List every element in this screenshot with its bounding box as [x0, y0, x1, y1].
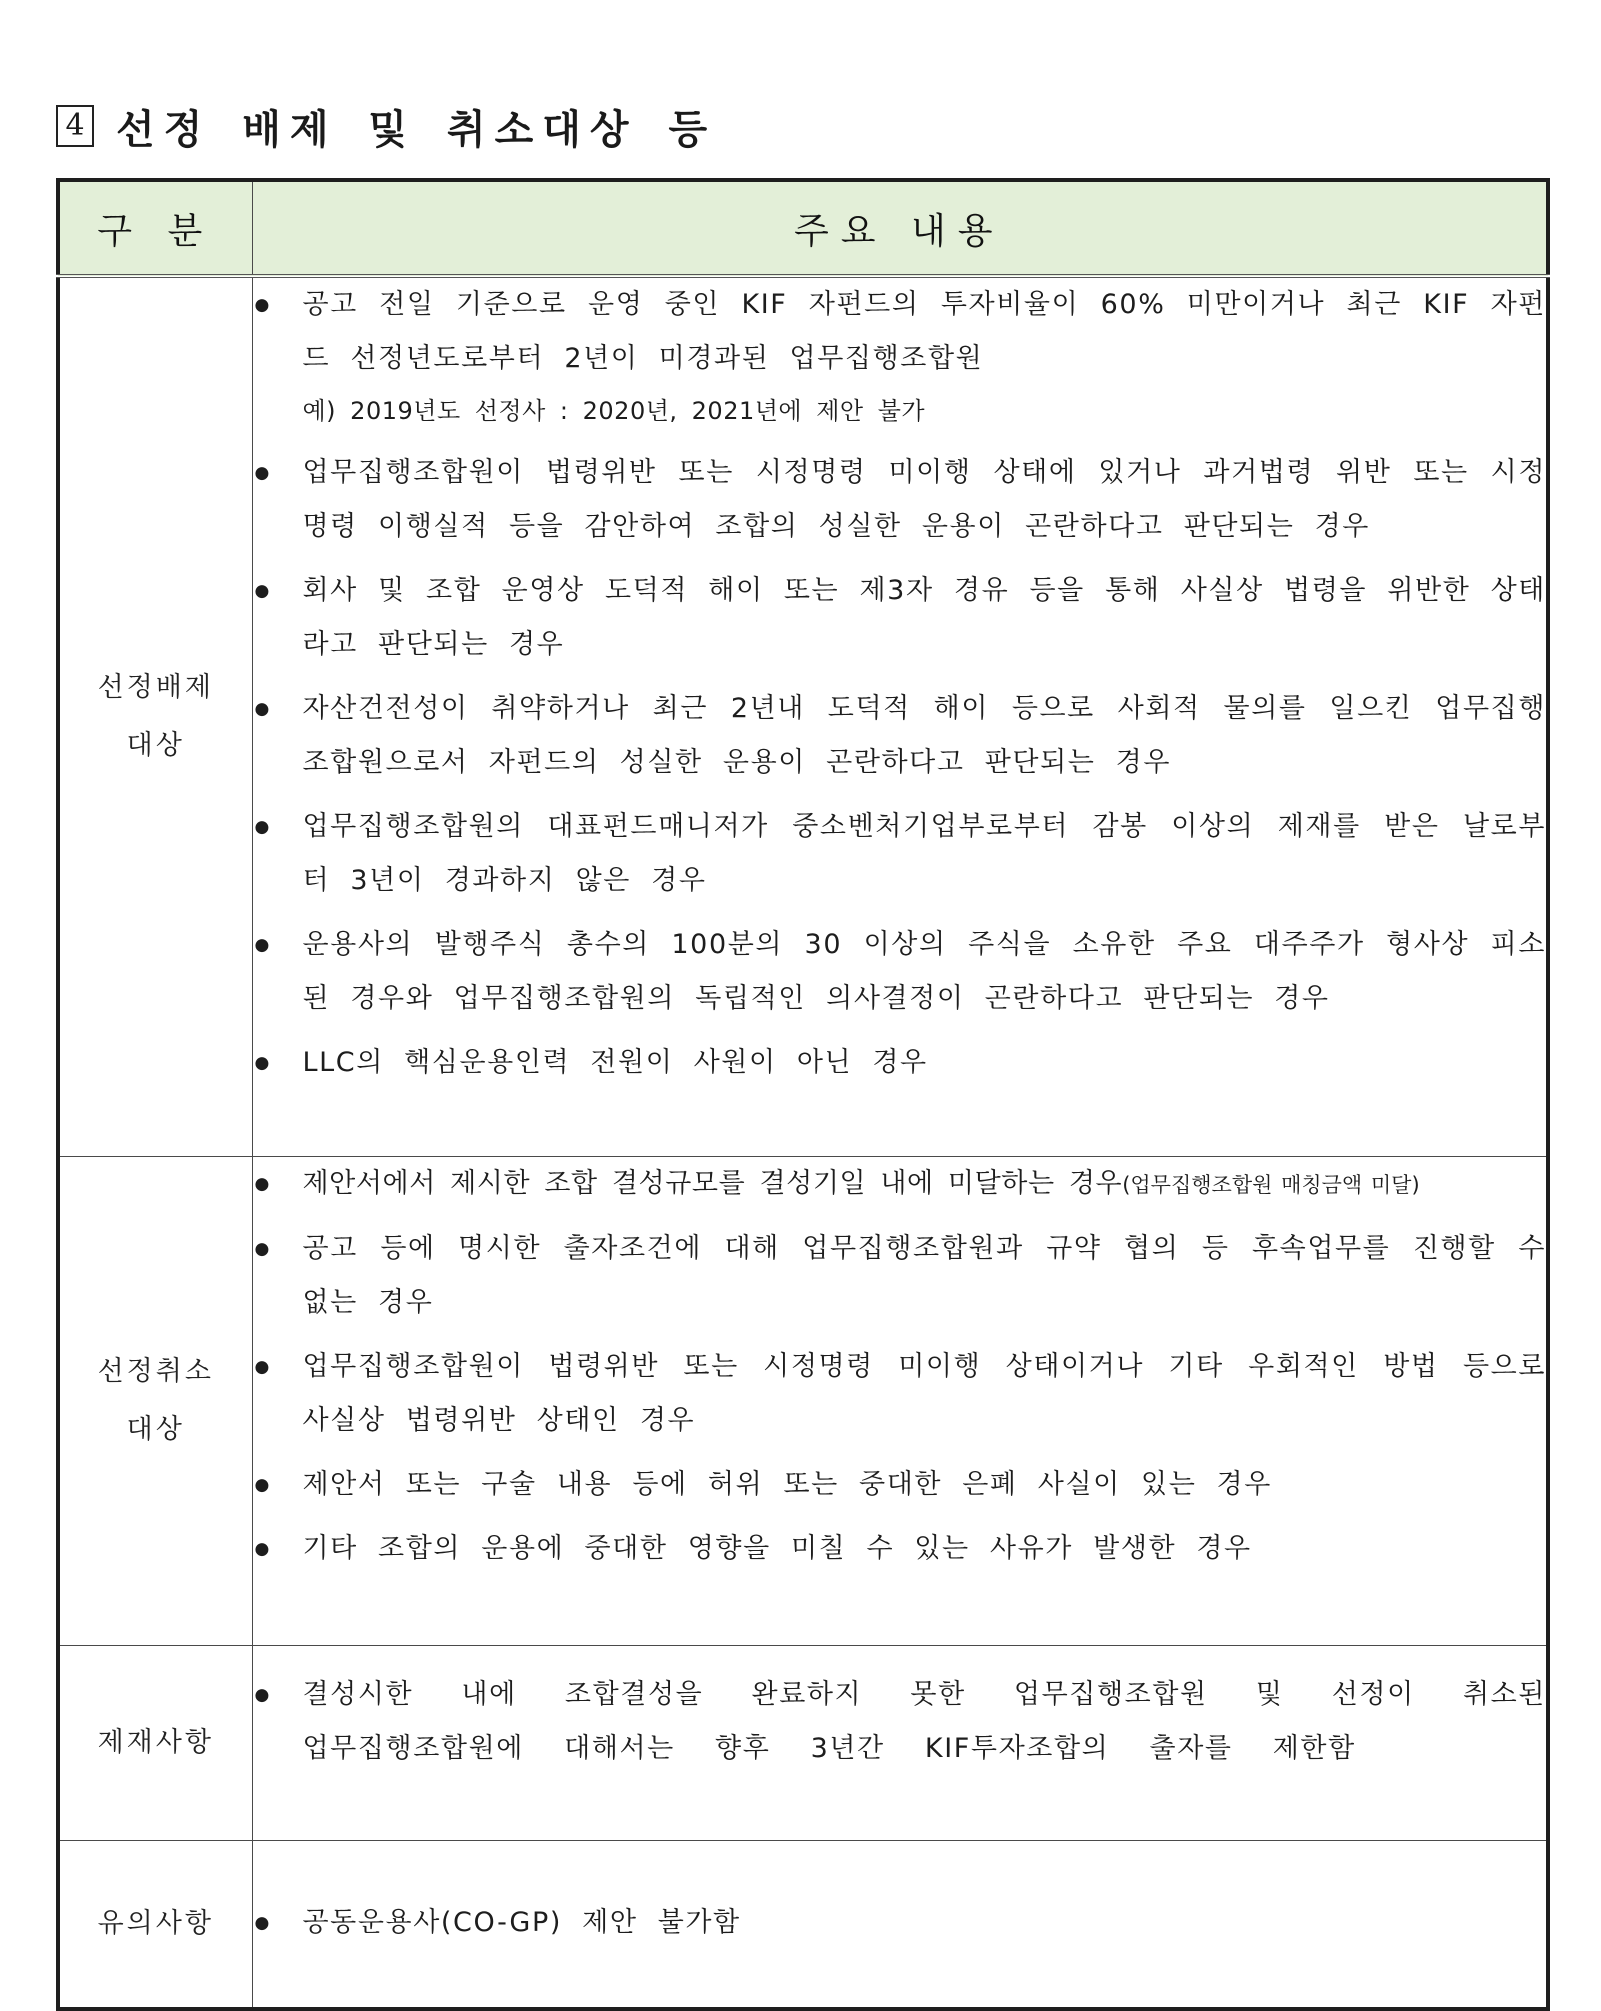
section-number-box: 4 [56, 105, 94, 147]
category-label: 선정배제 [97, 672, 214, 703]
content-sanctions [252, 1646, 1548, 1841]
list-item: ● 업무집행조합원이 법령위반 또는 시정명령 미이행 상태에 있거나 과거법령 위반 또는 시정명령 이행실적 등을 감안하여 조합의 성실한 운용이 곤란하다고 판단되는 경우 [253, 446, 1547, 554]
content-cancellation [252, 1157, 1548, 1646]
list-item: ● 업무집행조합원이 법령위반 또는 시정명령 미이행 상태이거나 기타 우회적인 방법 등으로 사실상 법령위반 상태인 경우 [253, 1340, 1547, 1448]
table-row [58, 1841, 1548, 2010]
item-note: (업무집행조합원 매칭금액 미달) [1122, 1173, 1420, 1197]
category-exclusion [58, 276, 252, 1157]
list-item: ● 기타 조합의 운용에 중대한 영향을 미칠 수 있는 사유가 발생한 경우 [253, 1522, 1547, 1576]
list-item: ● 공고 전일 기준으로 운영 중인 KIF 자펀드의 투자비율이 60% 미만이거나 최근 KIF 자펀드 선정년도로부터 2년이 미경과된 업무집행조합원 예) 2019년도 선정사 : 2020년, 2021년에 제안 불가 [253, 278, 1547, 436]
list-item: ● 운용사의 발행주식 총수의 100분의 30 이상의 주식을 소유한 주요 대주주가 형사상 피소된 경우와 업무집행조합원의 독립적인 의사결정이 곤란하다고 판단되는 경우 [253, 918, 1547, 1026]
category-label: 대상 [126, 1414, 185, 1445]
table-row [58, 1646, 1548, 1841]
category-label: 대상 [126, 730, 185, 761]
header-category: 구 분 [58, 180, 252, 276]
category-notes: 유의사항 [58, 1841, 252, 2010]
list-item: ● 제안서에서 제시한 조합 결성규모를 결성기일 내에 미달하는 경우(업무집행조합원 매칭금액 미달) [253, 1157, 1547, 1212]
table-header-row [58, 180, 1548, 276]
list-item: ● 공고 등에 명시한 출자조건에 대해 업무집행조합원과 규약 협의 등 후속업무를 진행할 수 없는 경우 [253, 1222, 1547, 1330]
section-heading [56, 96, 716, 156]
list-item: ● 결성시한 내에 조합결성을 완료하지 못한 업무집행조합원 및 선정이 취소된 업무집행조합원에 대해서는 향후 3년간 KIF투자조합의 출자를 제한함 [253, 1668, 1547, 1776]
header-content: 주요 내용 [252, 180, 1548, 276]
list-item: ● 자산건전성이 취약하거나 최근 2년내 도덕적 해이 등으로 사회적 물의를 일으킨 업무집행조합원으로서 자펀드의 성실한 운용이 곤란하다고 판단되는 경우 [253, 682, 1547, 790]
category-cancellation [58, 1157, 252, 1646]
list-item: ● LLC의 핵심운용인력 전원이 사원이 아닌 경우 [253, 1036, 1547, 1090]
content-exclusion [252, 276, 1548, 1157]
section-title: 선정 배제 및 취소대상 등 [116, 105, 717, 153]
category-label: 선정취소 [97, 1356, 214, 1387]
category-sanctions: 제재사항 [58, 1646, 252, 1841]
table-row [58, 276, 1548, 1157]
table-row [58, 1157, 1548, 1646]
content-notes [252, 1841, 1548, 2010]
list-item: ● 회사 및 조합 운영상 도덕적 해이 또는 제3자 경유 등을 통해 사실상 법령을 위반한 상태라고 판단되는 경우 [253, 564, 1547, 672]
criteria-table [56, 178, 1550, 2011]
list-item: ● 업무집행조합원의 대표펀드매니저가 중소벤처기업부로부터 감봉 이상의 제재를 받은 날로부터 3년이 경과하지 않은 경우 [253, 800, 1547, 908]
list-item: ● 공동운용사(CO-GP) 제안 불가함 [253, 1896, 1547, 1950]
example-note: 예) 2019년도 선정사 : 2020년, 2021년에 제안 불가 [302, 397, 926, 425]
list-item: ● 제안서 또는 구술 내용 등에 허위 또는 중대한 은폐 사실이 있는 경우 [253, 1458, 1547, 1512]
